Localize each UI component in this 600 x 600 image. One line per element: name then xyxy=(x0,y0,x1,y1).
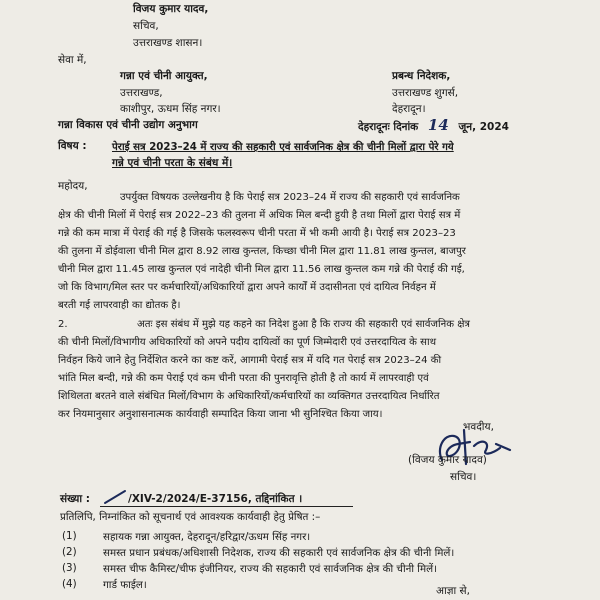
para2-line: कर नियमानुसार अनुशासनात्मक कार्यवाही सम्पादित किया जाना भी सुनिश्चित किया जाय। xyxy=(58,409,383,420)
subject-label: विषय : xyxy=(58,140,87,152)
ink-stroke xyxy=(103,489,129,505)
recipient-right-title: प्रबन्ध निदेशक, xyxy=(392,70,451,82)
recipient-left-line2: उत्तराखण्ड, xyxy=(120,87,163,99)
para1-line: जो कि विभाग/मिल स्तर पर कर्मचारियों/अधिकारियों द्वारा अपने कार्यों में उदासीनता एवं दायित्व निर्वहन में xyxy=(58,282,436,293)
closing-bhavdiy: भवदीय, xyxy=(463,421,494,433)
closing-designation: सचिव। xyxy=(450,471,477,483)
sender-name: विजय कुमार यादव, xyxy=(133,3,209,15)
recipient-right-line3: देहरादून। xyxy=(392,103,426,115)
endorsement-number: /XIV-2/2024/E-37156, तद्दिनांकित । xyxy=(128,493,303,505)
para2-line: अतः इस संबंध में मुझे यह कहने का निदेश हुआ है कि राज्य की सहकारी एवं सार्वजनिक क्षेत्र xyxy=(137,319,470,330)
para1-line: गन्ने की कम मात्रा में पेराई की गई है जिसके फलस्वरूप चीनी परता में भी कमी आयी है। पेराई सत्र 2023–23 xyxy=(58,228,456,239)
recipient-left-title: गन्ना एवं चीनी आयुक्त, xyxy=(120,70,208,82)
copy-line: प्रतिलिपि, निम्नांकित को सूचनार्थ एवं आवश्यक कार्यवाही हेतु प्रेषित :– xyxy=(60,511,321,523)
para2-line: की चीनी मिलों/विभागीय अधिकारियों को अपने पदीय दायित्वों का पूर्ण जिम्मेदारी एवं उत्तरदायित्व के साथ xyxy=(58,337,437,348)
copy-item-num: (4) xyxy=(62,578,77,590)
date-prefix: देहरादूनः दिनांक xyxy=(358,121,419,133)
aagya-se: आज्ञा से, xyxy=(436,585,470,597)
para1-line: बरती गई लापरवाही का द्योतक है। xyxy=(58,300,181,311)
para2-number: 2. xyxy=(58,319,68,330)
seva-men: सेवा में, xyxy=(58,54,87,66)
endorsement-underline xyxy=(100,506,353,507)
copy-item-text: समस्त प्रधान प्रबंधक/अधिशासी निदेशक, राज्य की सहकारी एवं सार्वजनिक क्षेत्र की चीनी मिलें। xyxy=(103,547,455,559)
subject-line1: पेराई सत्र 2023–24 में राज्य की सहकारी एवं सार्वजनिक क्षेत्र की चीनी मिलों द्वारा पेरे गये xyxy=(112,142,454,153)
closing-name: (विजय कुमार यादव) xyxy=(408,454,487,466)
salutation: महोदय, xyxy=(58,180,88,192)
copy-item-num: (3) xyxy=(62,562,77,574)
subject-line2: गन्ने एवं चीनी परता के संबंध में। xyxy=(112,157,233,169)
letter-date xyxy=(358,116,509,134)
date-day: 14 xyxy=(427,116,449,134)
copy-item-text: समस्त चीफ कैमिस्ट/चीफ इंजीनियर, राज्य की सहकारी एवं सार्वजनिक क्षेत्र की चीनी मिलें। xyxy=(103,563,437,575)
para1-line: क्षेत्र की चीनी मिलों में पेराई सत्र 2022–23 की तुलना में अधिक मिल बन्दी हुयी है तथा मिलों द्वारा पेराई सत्र में xyxy=(58,210,461,221)
recipient-right-line2: उत्तराखण्ड शुगर्स, xyxy=(392,87,459,99)
para1-line: उपर्युक्त विषयक उल्लेखनीय है कि पेराई सत्र 2023–24 में राज्य की सहकारी एवं सार्वजनिक xyxy=(120,192,460,203)
date-rest: जून, 2024 xyxy=(458,121,509,133)
recipient-left-line3: काशीपुर, ऊधम सिंह नगर। xyxy=(120,103,221,115)
department-name: गन्ना विकास एवं चीनी उद्योग अनुभाग xyxy=(58,119,198,131)
copy-item-text: सहायक गन्ना आयुक्त, देहरादून/हरिद्वार/ऊधम सिंह नगर। xyxy=(103,531,311,543)
sender-govt: उत्तराखण्ड शासन। xyxy=(133,37,203,49)
para2-line: निर्वहन किये जाने हेतु निर्देशित करने का कष्ट करें, आगामी पेराई सत्र में यदि गत पेराई सत्र 2023–24 की xyxy=(58,355,442,366)
copy-item-text: गार्ड फाईल। xyxy=(103,579,147,591)
para1-line: की तुलना में डोईवाला चीनी मिल द्वारा 8.92 लाख कुन्तल, किच्छा चीनी मिल द्वारा 11.81 लाख कुन्तल, बाजपुर xyxy=(58,246,466,257)
copy-item-num: (1) xyxy=(62,530,77,542)
para1-line: चीनी मिल द्वारा 11.45 लाख कुन्तल एवं नादेही चीनी मिल द्वारा 11.56 लाख कुन्तल कम गन्ने की पेराई की गई, xyxy=(58,264,465,275)
para2-line: भांति मिल बन्दी, गन्ने की कम पेराई एवं कम चीनी परता की पुनरावृत्ति होती है तो कार्य में लापरवाही एवं xyxy=(58,373,429,384)
endorsement-label: संख्या : xyxy=(60,493,90,505)
para2-line: शिथिलता बरतने वाले संबंधित मिलों/विभाग के अधिकारियों/कर्मचारियों का व्यक्तिगत उत्तरदायित्व निर्धारित xyxy=(58,391,440,402)
copy-item-num: (2) xyxy=(62,546,77,558)
sender-designation: सचिव, xyxy=(133,20,159,32)
